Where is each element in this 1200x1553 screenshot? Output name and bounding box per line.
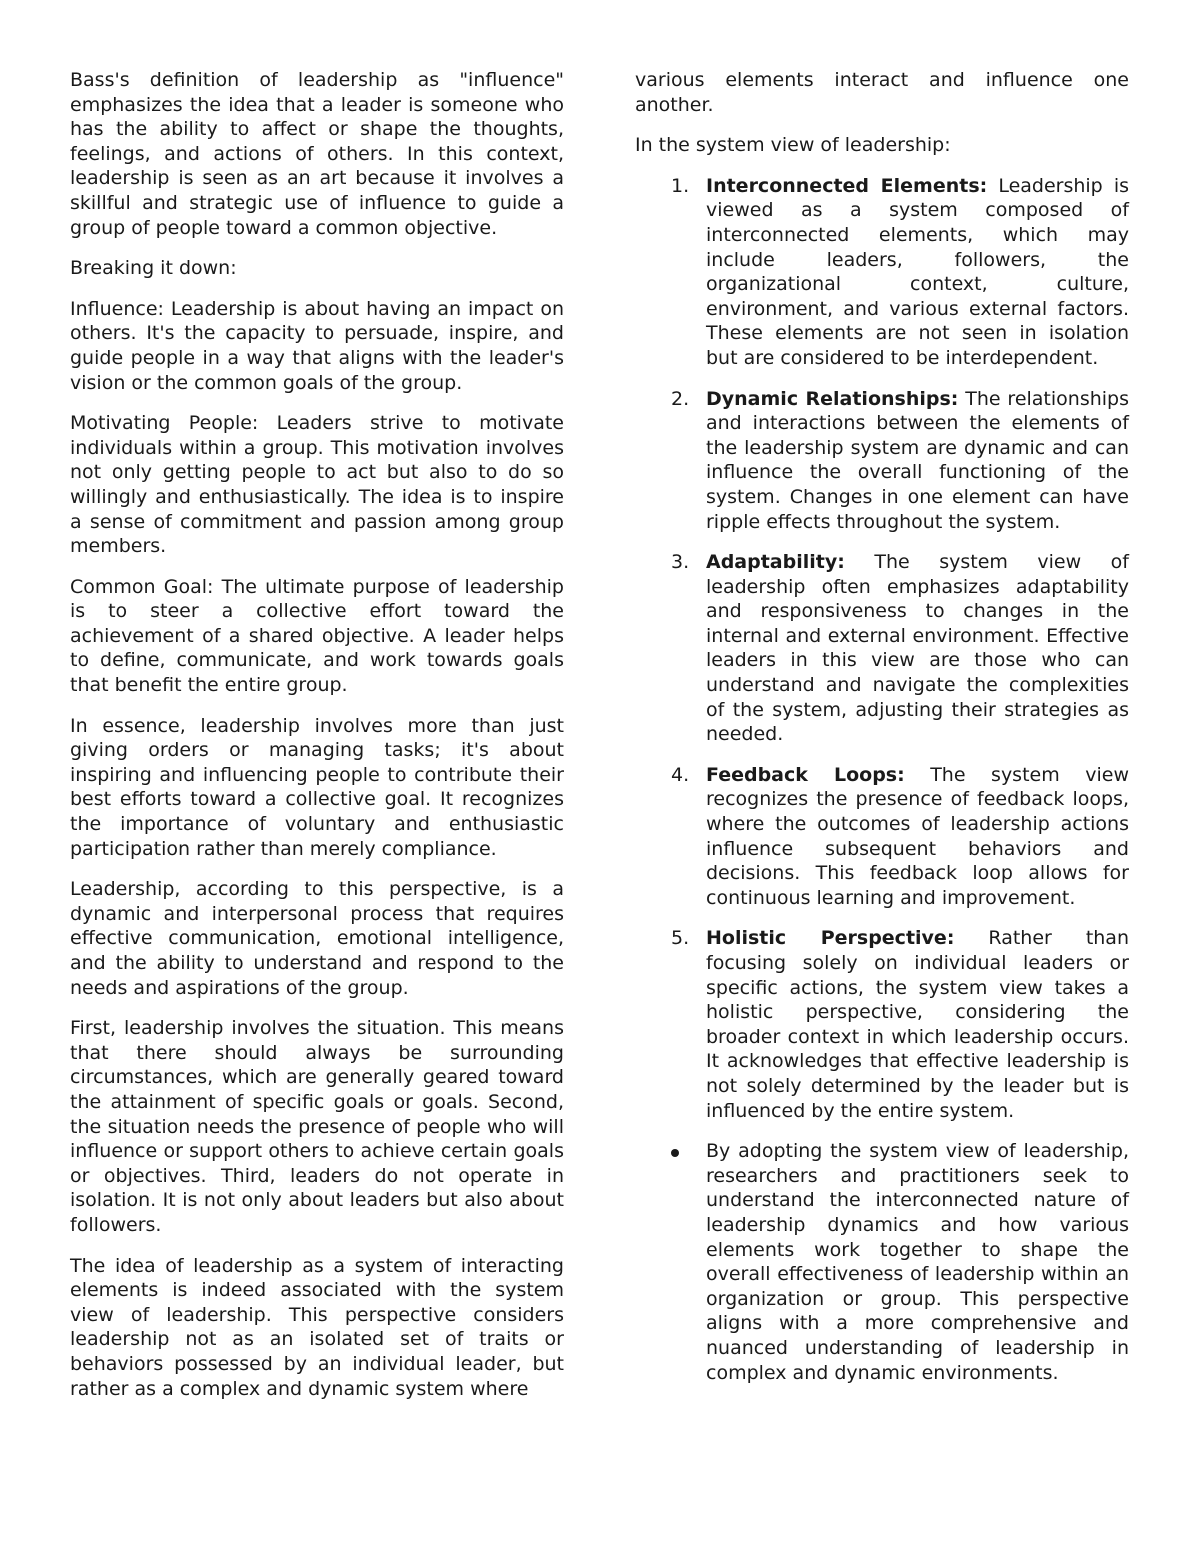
numbered-list xyxy=(635,174,1129,1123)
list-term: Interconnected Elements: xyxy=(706,174,988,197)
list-number: 3. xyxy=(671,551,690,574)
left-column xyxy=(70,68,564,1417)
list-text: Rather than focusing solely on individual leaders or specific actions, the system view takes a holistic perspective, considering the broader context in which leadership occurs. It acknowledges that effective leadership is not solely determined by the leader but is influenced by the entire system. xyxy=(706,927,1129,1122)
paragraph-first-second-third: First, leadership involves the situation. This means that there should always be surrounding circumstances, which are generally geared toward the attainment of specific goals or goals. Second, the situation needs the presence of people who will influence or support others to achieve certain goals or objectives. Third, leaders do not operate in isolation. It is not only about leaders but also about followers. xyxy=(70,1017,564,1236)
paragraph-breaking-it-down: Breaking it down: xyxy=(70,257,237,280)
list-item xyxy=(635,763,1129,911)
paragraph-influence: Influence: Leadership is about having an impact on others. It's the capacity to persuade, inspire, and guide people in a way that aligns with the leader's vision or the common goals of the group. xyxy=(70,297,564,394)
list-term: Dynamic Relationships: xyxy=(706,387,959,410)
paragraph-continuation: various elements interact and influence one another. xyxy=(635,69,1129,116)
paragraph-in-essence: In essence, leadership involves more than just giving orders or managing tasks; it's about inspiring and influencing people to contribute their best efforts toward a collective goal. It recognizes the importance of voluntary and enthusiastic participation rather than merely compliance. xyxy=(70,714,564,860)
bullet-item xyxy=(635,1139,1129,1385)
paragraph-system-idea: The idea of leadership as a system of interacting elements is indeed associated with the system view of leadership. This perspective considers leadership not as an isolated set of traits or behaviors possessed by an individual leader, but rather as a complex and dynamic system where xyxy=(70,1254,564,1400)
bullet-list xyxy=(635,1139,1129,1385)
paragraph-leadership-perspective: Leadership, according to this perspective, is a dynamic and interpersonal process that requires effective communication, emotional intelligence, and the ability to understand and respond to the needs and aspirations of the group. xyxy=(70,878,564,999)
list-text: The relationships and interactions between the elements of the leadership system are dynamic and can influence the overall functioning of the system. Changes in one element can have ripple effects throughout the system. xyxy=(706,387,1130,533)
list-number: 1. xyxy=(671,174,690,197)
list-item xyxy=(635,926,1129,1123)
paragraph-common-goal: Common Goal: The ultimate purpose of leadership is to steer a collective effort toward the achievement of a shared objective. A leader helps to define, communicate, and work towards goals that benefit the entire group. xyxy=(70,575,564,697)
list-term: Feedback Loops: xyxy=(706,763,905,786)
list-item xyxy=(635,387,1129,535)
list-number: 4. xyxy=(671,763,690,786)
list-number: 5. xyxy=(671,927,690,950)
bullet-text: By adopting the system view of leadership, researchers and practitioners seek to understand the interconnected nature of leadership dynamics and how various elements work together to shape the overall effectiveness of leadership within an organization or group. This perspective aligns with a more comprehensive and nuanced understanding of leadership in complex and dynamic environments. xyxy=(706,1140,1129,1384)
list-text: The system view recognizes the presence of feedback loops, where the outcomes of leadership actions influence subsequent behaviors and decisions. This feedback loop allows for continuous learning and improvement. xyxy=(706,763,1129,909)
list-term: Holistic Perspective: xyxy=(706,927,955,950)
paragraph-bass-definition: Bass's definition of leadership as "influence" emphasizes the idea that a leader is someone who has the ability to affect or shape the thoughts, feelings, and actions of others. In this context, leadership is seen as an art because it involves a skillful and strategic use of influence to guide a group of people toward a common objective. xyxy=(70,69,564,239)
paragraph-motivating-people: Motivating People: Leaders strive to motivate individuals within a group. This motivation involves not only getting people to act but also to do so willingly and enthusiastically. The idea is to inspire a sense of commitment and passion among group members. xyxy=(70,412,564,558)
list-text: The system view of leadership often emphasizes adaptability and responsiveness to changes in the internal and external environment. Effective leaders in this view are those who can understand and navigate the complexities of the system, adjusting their strategies as needed. xyxy=(706,551,1129,746)
list-item xyxy=(635,550,1129,747)
bullet-dot-icon xyxy=(671,1149,679,1157)
list-item xyxy=(635,174,1129,371)
paragraph-system-view-intro: In the system view of leadership: xyxy=(635,134,951,157)
list-number: 2. xyxy=(671,387,690,410)
list-term: Adaptability: xyxy=(706,551,845,574)
right-column xyxy=(635,68,1129,1385)
list-text: Leadership is viewed as a system composed of interconnected elements, which may include leaders, followers, the organizational context, culture, environment, and various external factors. These elements are not seen in isolation but are considered to be interdependent. xyxy=(706,174,1129,369)
